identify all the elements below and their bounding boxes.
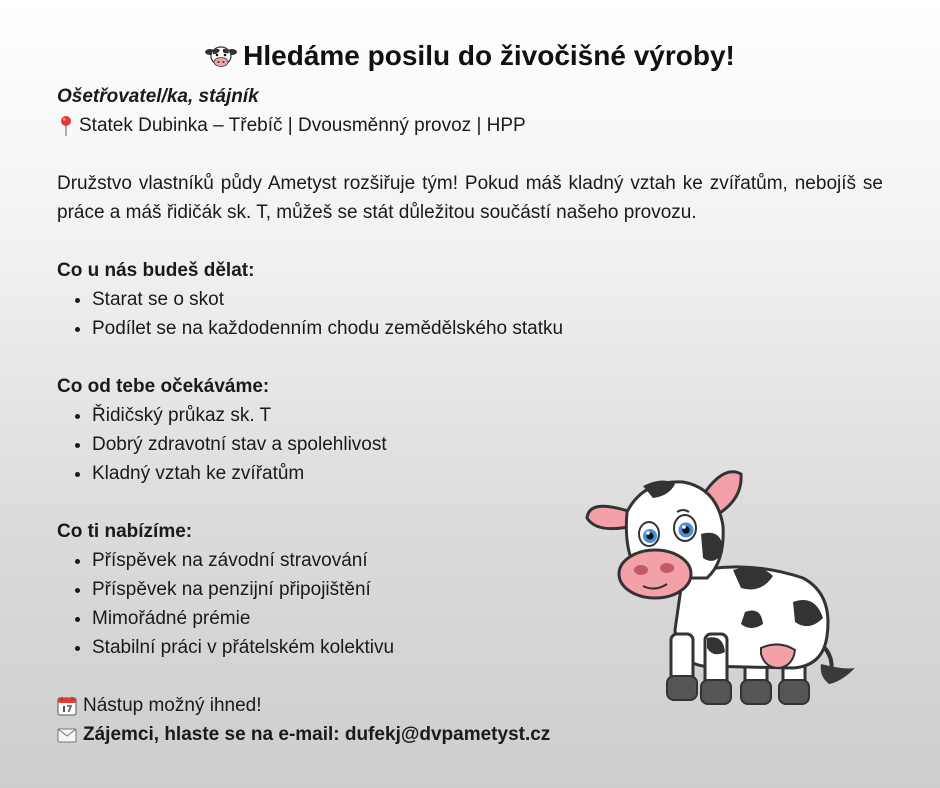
requirements-heading: Co od tebe očekáváme: xyxy=(57,376,270,397)
start-text: Nástup možný ihned! xyxy=(83,695,262,716)
page-title xyxy=(0,40,940,72)
round-pushpin-icon xyxy=(57,115,75,137)
list-item: • Starat se o skot xyxy=(92,285,883,314)
list-item: • Řidičský průkaz sk. T xyxy=(92,401,883,430)
envelope-icon xyxy=(57,725,77,745)
list-item: • Mimořádné prémie xyxy=(92,604,883,633)
list-item: • Příspěvek na závodní stravování xyxy=(92,546,883,575)
location-text: Statek Dubinka – Třebíč | Dvousměnný provoz | HPP xyxy=(79,115,526,136)
list-item: • Příspěvek na penzijní připojištění xyxy=(92,575,883,604)
list-item: • Stabilní práci v přátelském kolektivu xyxy=(92,633,883,662)
duties-list xyxy=(57,285,883,343)
cow-face-icon xyxy=(205,44,237,68)
offers-heading: Co ti nabízíme: xyxy=(57,521,193,542)
list-item: • Podílet se na každodenním chodu zemědělského statku xyxy=(92,314,883,343)
contact-line xyxy=(57,720,883,749)
job-title: Ošetřovatel/ka, stájník xyxy=(57,86,259,107)
page-title-text: Hledáme posilu do živočišné výroby! xyxy=(243,40,735,71)
intro-text: Družstvo vlastníků půdy Ametyst rozšiřuje tým! Pokud máš kladný vztah ke zvířatům, nebojíš se práce a máš řidičák sk. T, můžeš se stát důležitou součástí našeho provozu. xyxy=(57,173,883,223)
calendar-icon xyxy=(57,696,77,716)
contact-text: Zájemci, hlaste se na e-mail: dufekj@dvpametyst.cz xyxy=(83,724,551,745)
location-line xyxy=(57,111,883,140)
cow-illustration xyxy=(583,462,863,714)
list-item: • Dobrý zdravotní stav a spolehlivost xyxy=(92,430,883,459)
duties-heading: Co u nás budeš dělat: xyxy=(57,260,255,281)
list-item: • Kladný vztah ke zvířatům xyxy=(92,459,883,488)
